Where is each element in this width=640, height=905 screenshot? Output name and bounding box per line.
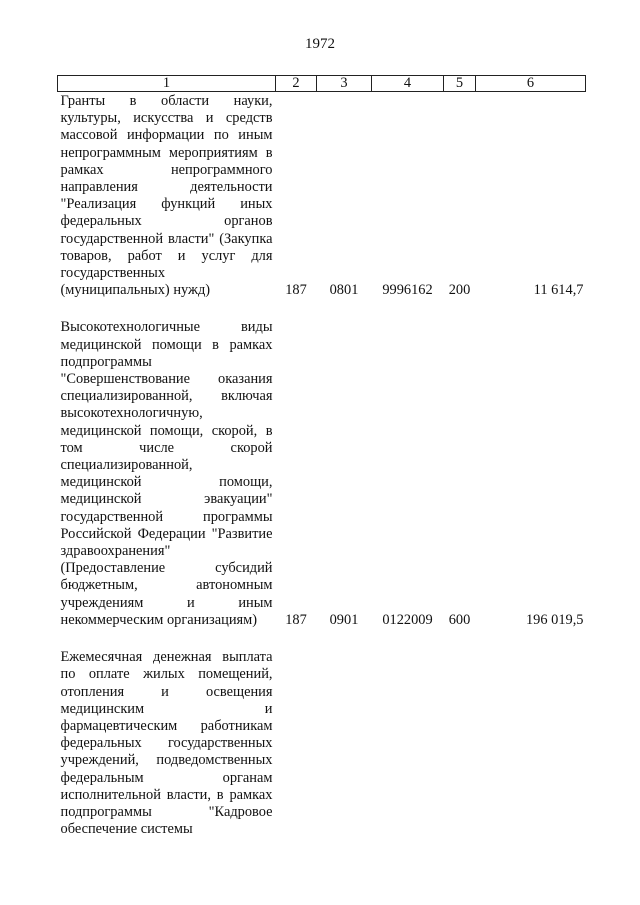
row-description: Ежемесячная денежная выплата по оплате жилых помещений, отопления и освещения медицинским и фармацевтическим работникам федеральных государственных учреждений, подведомственных федеральным органам исполнительной власти, в рамках подпрограммы "Кадровое обеспечение системы — [60, 649, 273, 838]
table-row — [58, 648, 586, 838]
page-number: 1972 — [305, 36, 335, 52]
table-row — [58, 92, 586, 300]
section-code: 0901 — [329, 611, 359, 628]
ministry-code: 187 — [285, 611, 307, 628]
column-header-4: 4 — [372, 76, 444, 92]
row-spacer — [58, 629, 586, 648]
amount-value: 196 019,5 — [525, 611, 584, 628]
expense-type-code: 600 — [448, 611, 471, 628]
target-item-code: 0122009 — [382, 611, 433, 628]
row-description: Гранты в области науки, культуры, искусства и средств массовой информации по иным непрограммным мероприятиям в рамках непрограммного направления деятельности "Реализация функций иных федеральных органов государственной власти" (Закупка товаров, работ и услуг для государственных (муниципальных) нужд) — [60, 93, 273, 299]
target-item-code: 9996162 — [382, 282, 433, 299]
column-header-6: 6 — [476, 76, 586, 92]
column-header-3: 3 — [317, 76, 372, 92]
amount-value: 11 614,7 — [533, 282, 584, 299]
table-row — [58, 318, 586, 629]
column-header-1: 1 — [58, 76, 276, 92]
expense-type-code: 200 — [448, 282, 471, 299]
column-header-2: 2 — [276, 76, 317, 92]
column-header-5: 5 — [444, 76, 476, 92]
row-spacer — [58, 299, 586, 318]
ministry-code: 187 — [285, 282, 307, 299]
row-description: Высокотехнологичные виды медицинской помощи в рамках подпрограммы "Совершенствование оказания специализированной, включая высокотехнологичную, медицинской помощи, скорой, в том числе скорой специализированной, медицинской помощи, медицинской эвакуации" государственной программы Российской Федерации "Развитие здравоохранения" (Предоставление субсидий бюджетным, автономным учреждениям и иным некоммерческим организациям) — [60, 319, 273, 628]
section-code: 0801 — [329, 282, 359, 299]
table-header-row — [58, 76, 586, 92]
budget-table — [57, 75, 586, 838]
